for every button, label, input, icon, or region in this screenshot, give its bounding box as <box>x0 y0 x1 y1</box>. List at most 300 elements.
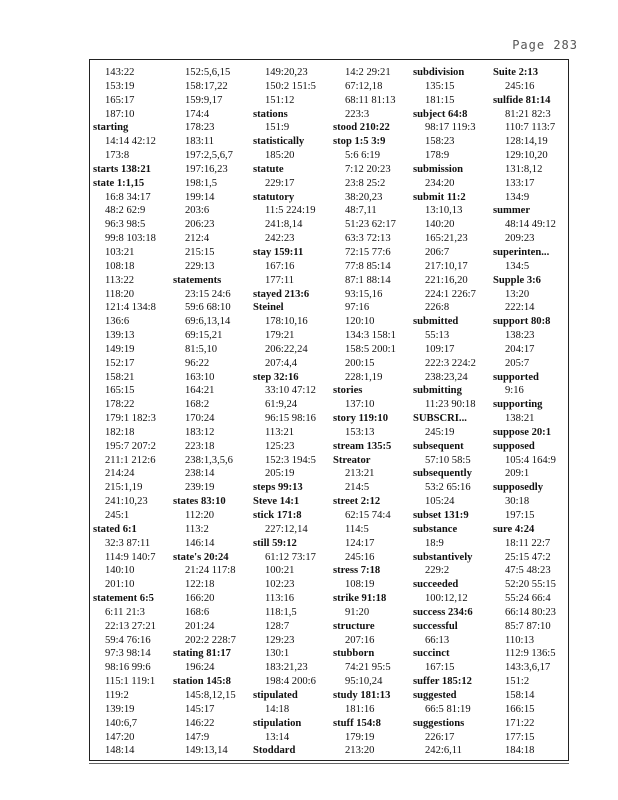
index-reference: 195:7 207:2 <box>105 440 156 452</box>
index-reference: 241:10,23 <box>105 496 148 508</box>
index-term: starts 138:21 <box>93 163 151 175</box>
index-reference: 153:19 <box>105 80 135 92</box>
index-term: stayed 213:6 <box>253 288 310 300</box>
index-reference: 179:21 <box>265 330 295 342</box>
index-reference: 143:3,6,17 <box>505 662 551 674</box>
index-reference: 183:21,23 <box>265 662 308 674</box>
index-reference: 130:1 <box>265 648 290 660</box>
index-reference: 55:24 66:4 <box>505 593 551 605</box>
index-term: substance <box>413 523 458 535</box>
index-reference: 149:20,23 <box>265 67 308 78</box>
index-reference: 13:14 <box>265 731 290 743</box>
index-reference: 9:16 <box>505 385 524 397</box>
index-term: submission <box>413 163 464 175</box>
index-reference: 148:14 <box>105 745 135 756</box>
index-term: supposedly <box>493 482 544 494</box>
index-term: suppose 20:1 <box>493 426 551 438</box>
index-reference: 118:20 <box>105 288 135 300</box>
index-reference: 129:23 <box>265 634 295 646</box>
index-reference: 112:20 <box>185 510 215 521</box>
index-reference: 93:15,16 <box>345 288 383 300</box>
index-reference: 238:23,24 <box>425 371 468 383</box>
index-reference: 197:15 <box>505 510 535 521</box>
index-term: statute <box>253 163 284 175</box>
index-column-2 <box>169 66 249 756</box>
index-term: steps 99:13 <box>253 482 303 494</box>
index-reference: 227:12,14 <box>265 523 308 535</box>
index-reference: 62:15 74:4 <box>345 510 391 521</box>
index-reference: 115:1 119:1 <box>105 676 156 688</box>
index-reference: 242:6,11 <box>425 745 462 756</box>
index-reference: 151:12 <box>265 94 295 106</box>
index-reference: 138:23 <box>505 330 535 342</box>
index-reference: 213:21 <box>345 468 375 480</box>
index-reference: 178:10,16 <box>265 316 308 328</box>
index-term: step 32:16 <box>253 371 299 383</box>
index-reference: 238:14 <box>185 468 215 480</box>
index-reference: 228:1,19 <box>345 371 383 383</box>
index-reference: 181:16 <box>345 703 375 715</box>
index-reference: 74:21 95:5 <box>345 662 391 674</box>
index-reference: 168:6 <box>185 606 210 618</box>
index-reference: 185:20 <box>265 150 295 162</box>
index-reference: 51:23 62:17 <box>345 219 396 231</box>
index-reference: 181:15 <box>425 94 455 106</box>
index-term: stop 1:5 3:9 <box>333 136 386 148</box>
index-reference: 96:22 <box>185 357 210 369</box>
index-term: stress 7:18 <box>333 565 381 577</box>
index-reference: 245:1 <box>105 510 130 521</box>
index-term: strike 91:18 <box>333 593 387 605</box>
index-term: stay 159:11 <box>253 246 304 258</box>
index-reference: 174:4 <box>185 108 210 120</box>
index-reference: 55:13 <box>425 330 450 342</box>
index-term: subdivision <box>413 67 465 78</box>
index-reference: 25:15 47:2 <box>505 551 551 563</box>
index-term: sulfide 81:14 <box>493 94 551 106</box>
index-term: summer <box>493 205 531 217</box>
index-reference: 165:21,23 <box>425 233 468 245</box>
index-reference: 53:2 65:16 <box>425 482 471 494</box>
index-reference: 167:15 <box>425 662 455 674</box>
index-term: supported <box>493 371 539 383</box>
index-term: stream 135:5 <box>333 440 392 452</box>
index-term: succeeded <box>413 579 459 591</box>
index-reference: 134:3 158:1 <box>345 330 396 342</box>
index-reference: 139:13 <box>105 330 135 342</box>
index-reference: 81:5,10 <box>185 343 218 355</box>
index-term: stories <box>333 385 363 397</box>
index-reference: 238:1,3,5,6 <box>185 454 233 466</box>
index-reference: 206:22,24 <box>265 343 308 355</box>
index-reference: 96:3 98:5 <box>105 219 146 231</box>
index-reference: 128:14,19 <box>505 136 548 148</box>
index-reference: 245:19 <box>425 426 455 438</box>
index-reference: 149:13,14 <box>185 745 228 756</box>
index-reference: 18:11 22:7 <box>505 537 551 549</box>
index-reference: 66:5 81:19 <box>425 703 471 715</box>
index-term: support 80:8 <box>493 316 551 328</box>
index-term: submitting <box>413 385 462 397</box>
index-reference: 140:10 <box>105 565 135 577</box>
index-reference: 47:5 48:23 <box>505 565 551 577</box>
index-reference: 214:5 <box>345 482 370 494</box>
index-term: stuff 154:8 <box>333 717 381 729</box>
index-reference: 97:3 98:14 <box>105 648 151 660</box>
index-term: station 145:8 <box>173 676 231 688</box>
index-term: stipulation <box>253 717 302 729</box>
index-reference: 67:12,18 <box>345 80 383 92</box>
index-term: success 234:6 <box>413 606 473 618</box>
index-reference: 100:12,12 <box>425 593 468 605</box>
index-term: superinten... <box>493 246 550 258</box>
index-reference: 66:13 <box>425 634 450 646</box>
index-term: stating 81:17 <box>173 648 231 660</box>
index-reference: 135:15 <box>425 80 455 92</box>
index-reference: 222:14 <box>505 302 535 314</box>
index-reference: 206:7 <box>425 246 450 258</box>
index-reference: 85:7 87:10 <box>505 620 551 632</box>
index-reference: 61:9,24 <box>265 399 298 411</box>
index-reference: 48:14 49:12 <box>505 219 556 231</box>
index-term: supporting <box>493 399 543 411</box>
index-reference: 59:6 68:10 <box>185 302 231 314</box>
index-term: state 1:1,15 <box>93 177 145 189</box>
index-reference: 196:24 <box>185 662 215 674</box>
index-reference: 187:10 <box>105 108 135 120</box>
index-reference: 182:18 <box>105 426 135 438</box>
index-reference: 197:16,23 <box>185 163 228 175</box>
index-reference: 158:21 <box>105 371 135 383</box>
index-reference: 151:2 <box>505 676 530 688</box>
index-reference: 209:1 <box>505 468 530 480</box>
index-term: stood 210:22 <box>333 122 390 134</box>
index-reference: 72:15 77:6 <box>345 246 391 258</box>
index-reference: 77:8 85:14 <box>345 260 391 272</box>
index-reference: 61:12 73:17 <box>265 551 316 563</box>
index-term: submitted <box>413 316 459 328</box>
index-reference: 105:24 <box>425 496 455 508</box>
index-term: subject 64:8 <box>413 108 468 120</box>
index-reference: 223:18 <box>185 440 215 452</box>
index-reference: 138:21 <box>505 413 535 425</box>
index-reference: 23:15 24:6 <box>185 288 231 300</box>
index-reference: 11:5 224:19 <box>265 205 316 217</box>
index-reference: 212:4 <box>185 233 210 245</box>
index-reference: 122:18 <box>185 579 215 591</box>
index-term: Stoddard <box>253 745 296 756</box>
index-reference: 14:14 42:12 <box>105 136 156 148</box>
index-term: Steve 14:1 <box>253 496 300 508</box>
index-reference: 140:6,7 <box>105 717 138 729</box>
index-reference: 177:11 <box>265 274 295 286</box>
index-reference: 171:22 <box>505 717 535 729</box>
index-reference: 81:21 82:3 <box>505 108 551 120</box>
index-reference: 214:24 <box>105 468 135 480</box>
index-term: street 2:12 <box>333 496 381 508</box>
index-reference: 87:1 88:14 <box>345 274 391 286</box>
index-reference: 112:9 136:5 <box>505 648 556 660</box>
index-term: starting <box>93 122 129 134</box>
index-term: study 181:13 <box>333 689 391 701</box>
index-reference: 105:4 164:9 <box>505 454 556 466</box>
index-reference: 150:2 151:5 <box>265 80 316 92</box>
index-reference: 125:23 <box>265 440 295 452</box>
index-reference: 59:4 76:16 <box>105 634 151 646</box>
index-term: subsequently <box>413 468 472 480</box>
index-reference: 203:6 <box>185 205 210 217</box>
index-reference: 211:1 212:6 <box>105 454 156 466</box>
index-reference: 207:16 <box>345 634 375 646</box>
index-term: suggestions <box>413 717 465 729</box>
index-reference: 5:6 6:19 <box>345 150 381 162</box>
index-term: statement 6:5 <box>93 593 154 605</box>
index-term: Streator <box>333 454 371 466</box>
index-reference: 48:2 62:9 <box>105 205 146 217</box>
index-term: statistically <box>253 136 305 148</box>
index-reference: 99:8 103:18 <box>105 233 156 245</box>
index-reference: 14:2 29:21 <box>345 67 391 78</box>
index-reference: 149:19 <box>105 343 135 355</box>
index-reference: 96:15 98:16 <box>265 413 316 425</box>
index-reference: 147:9 <box>185 731 210 743</box>
index-term: supposed <box>493 440 535 452</box>
index-reference: 226:17 <box>425 731 455 743</box>
index-term: state's 20:24 <box>173 551 229 563</box>
index-reference: 224:1 226:7 <box>425 288 476 300</box>
index-term: successful <box>413 620 458 632</box>
index-reference: 114:5 <box>345 523 369 535</box>
index-reference: 22:13 27:21 <box>105 620 156 632</box>
index-term: succinct <box>413 648 450 660</box>
index-reference: 168:2 <box>185 399 210 411</box>
index-reference: 184:18 <box>505 745 535 756</box>
index-reference: 91:20 <box>345 606 370 618</box>
index-reference: 14:18 <box>265 703 290 715</box>
index-reference: 21:24 117:8 <box>185 565 236 577</box>
index-reference: 120:10 <box>345 316 375 328</box>
index-reference: 134:9 <box>505 191 530 203</box>
index-term: statutory <box>253 191 295 203</box>
index-reference: 113:16 <box>265 593 295 605</box>
word-index <box>89 66 569 756</box>
index-term: stated 6:1 <box>93 523 137 535</box>
index-reference: 108:19 <box>345 579 375 591</box>
index-reference: 226:8 <box>425 302 450 314</box>
index-reference: 201:10 <box>105 579 135 591</box>
index-reference: 119:2 <box>105 689 129 701</box>
index-reference: 166:20 <box>185 593 215 605</box>
index-reference: 133:17 <box>505 177 535 189</box>
index-column-1 <box>89 66 169 756</box>
index-reference: 118:1,5 <box>265 606 297 618</box>
index-reference: 13:10,13 <box>425 205 463 217</box>
index-reference: 229:13 <box>185 260 215 272</box>
index-reference: 165:15 <box>105 385 135 397</box>
index-reference: 179:1 182:3 <box>105 413 156 425</box>
index-reference: 239:19 <box>185 482 215 494</box>
index-reference: 69:6,13,14 <box>185 316 231 328</box>
index-reference: 103:21 <box>105 246 135 258</box>
index-reference: 183:12 <box>185 426 215 438</box>
index-reference: 66:14 80:23 <box>505 606 556 618</box>
index-reference: 32:3 87:11 <box>105 537 151 549</box>
index-reference: 159:9,17 <box>185 94 223 106</box>
index-column-3 <box>249 66 329 756</box>
index-reference: 178:22 <box>105 399 135 411</box>
index-reference: 213:20 <box>345 745 375 756</box>
index-reference: 205:19 <box>265 468 295 480</box>
index-reference: 153:13 <box>345 426 375 438</box>
index-term: suffer 185:12 <box>413 676 472 688</box>
index-reference: 33:10 47:12 <box>265 385 316 397</box>
index-reference: 152:3 194:5 <box>265 454 316 466</box>
index-reference: 198:1,5 <box>185 177 218 189</box>
index-term: structure <box>333 620 375 632</box>
index-reference: 131:8,12 <box>505 163 543 175</box>
index-reference: 146:22 <box>185 717 215 729</box>
index-reference: 48:7,11 <box>345 205 377 217</box>
index-reference: 68:11 81:13 <box>345 94 396 106</box>
index-reference: 102:23 <box>265 579 295 591</box>
index-reference: 222:3 224:2 <box>425 357 476 369</box>
index-reference: 183:11 <box>185 136 215 148</box>
index-reference: 206:23 <box>185 219 215 231</box>
index-reference: 223:3 <box>345 108 370 120</box>
index-reference: 215:1,19 <box>105 482 143 494</box>
index-reference: 179:19 <box>345 731 375 743</box>
index-column-4 <box>329 66 409 756</box>
index-reference: 163:10 <box>185 371 215 383</box>
index-reference: 234:20 <box>425 177 455 189</box>
index-reference: 167:16 <box>265 260 295 272</box>
index-term: story 119:10 <box>333 413 389 425</box>
index-reference: 110:13 <box>505 634 535 646</box>
index-reference: 13:20 <box>505 288 530 300</box>
index-reference: 241:8,14 <box>265 219 303 231</box>
index-reference: 229:2 <box>425 565 450 577</box>
index-reference: 158:14 <box>505 689 535 701</box>
index-reference: 11:23 90:18 <box>425 399 476 411</box>
index-reference: 145:8,12,15 <box>185 689 236 701</box>
index-reference: 52:20 55:15 <box>505 579 556 591</box>
page-number: Page 283 <box>512 38 578 52</box>
index-reference: 204:17 <box>505 343 535 355</box>
index-reference: 200:15 <box>345 357 375 369</box>
index-column-6 <box>489 66 569 756</box>
index-term: suggested <box>413 689 457 701</box>
index-term: substantively <box>413 551 473 563</box>
index-reference: 177:15 <box>505 731 535 743</box>
index-reference: 114:9 140:7 <box>105 551 156 563</box>
index-reference: 69:15,21 <box>185 330 223 342</box>
index-term: stubborn <box>333 648 375 660</box>
index-term: stipulated <box>253 689 298 701</box>
index-reference: 18:9 <box>425 537 444 549</box>
index-reference: 202:2 228:7 <box>185 634 236 646</box>
index-reference: 205:7 <box>505 357 530 369</box>
index-reference: 152:17 <box>105 357 135 369</box>
index-reference: 197:2,5,6,7 <box>185 150 233 162</box>
index-reference: 147:20 <box>105 731 135 743</box>
index-reference: 242:23 <box>265 233 295 245</box>
bottom-rule <box>89 763 569 764</box>
index-reference: 245:16 <box>505 80 535 92</box>
index-reference: 178:9 <box>425 150 450 162</box>
index-reference: 166:15 <box>505 703 535 715</box>
index-term: SUBSCRI... <box>413 413 467 425</box>
index-reference: 158:17,22 <box>185 80 228 92</box>
index-term: Supple 3:6 <box>493 274 541 286</box>
index-term: subset 131:9 <box>413 510 469 521</box>
index-reference: 30:18 <box>505 496 530 508</box>
index-reference: 165:17 <box>105 94 135 106</box>
index-reference: 98:16 99:6 <box>105 662 151 674</box>
index-reference: 109:17 <box>425 343 455 355</box>
index-reference: 38:20,23 <box>345 191 383 203</box>
index-term: stick 171:8 <box>253 510 302 521</box>
index-reference: 128:7 <box>265 620 290 632</box>
index-reference: 108:18 <box>105 260 135 272</box>
index-term: stations <box>253 108 288 120</box>
index-reference: 113:21 <box>265 426 295 438</box>
index-reference: 217:10,17 <box>425 260 468 272</box>
index-reference: 113:22 <box>105 274 135 286</box>
index-term: submit 11:2 <box>413 191 466 203</box>
index-reference: 164:21 <box>185 385 215 397</box>
index-reference: 173:8 <box>105 150 130 162</box>
index-reference: 100:21 <box>265 565 295 577</box>
index-reference: 113:2 <box>185 523 209 535</box>
index-reference: 137:10 <box>345 399 375 411</box>
index-reference: 57:10 58:5 <box>425 454 471 466</box>
index-reference: 207:4,4 <box>265 357 298 369</box>
index-reference: 136:6 <box>105 316 130 328</box>
index-reference: 151:9 <box>265 122 290 134</box>
index-term: subsequent <box>413 440 464 452</box>
index-reference: 97:16 <box>345 302 370 314</box>
index-reference: 199:14 <box>185 191 215 203</box>
index-reference: 7:12 20:23 <box>345 163 391 175</box>
index-reference: 95:10,24 <box>345 676 383 688</box>
index-reference: 152:5,6,15 <box>185 67 231 78</box>
index-reference: 98:17 119:3 <box>425 122 476 134</box>
index-reference: 6:11 21:3 <box>105 606 145 618</box>
index-term: still 59:12 <box>253 537 297 549</box>
index-reference: 245:16 <box>345 551 375 563</box>
index-term: sure 4:24 <box>493 523 535 535</box>
index-reference: 124:17 <box>345 537 375 549</box>
index-reference: 139:19 <box>105 703 135 715</box>
index-reference: 145:17 <box>185 703 215 715</box>
index-reference: 121:4 134:8 <box>105 302 156 314</box>
index-reference: 146:14 <box>185 537 215 549</box>
index-reference: 63:3 72:13 <box>345 233 391 245</box>
index-reference: 158:23 <box>425 136 455 148</box>
index-reference: 140:20 <box>425 219 455 231</box>
index-term: states 83:10 <box>173 496 226 508</box>
index-reference: 209:23 <box>505 233 535 245</box>
index-reference: 110:7 113:7 <box>505 122 556 134</box>
index-reference: 178:23 <box>185 122 215 134</box>
index-reference: 198:4 200:6 <box>265 676 316 688</box>
index-reference: 134:5 <box>505 260 530 272</box>
index-reference: 229:17 <box>265 177 295 189</box>
index-reference: 16:8 34:17 <box>105 191 151 203</box>
index-reference: 158:5 200:1 <box>345 343 396 355</box>
index-reference: 215:15 <box>185 246 215 258</box>
index-column-5 <box>409 66 489 756</box>
